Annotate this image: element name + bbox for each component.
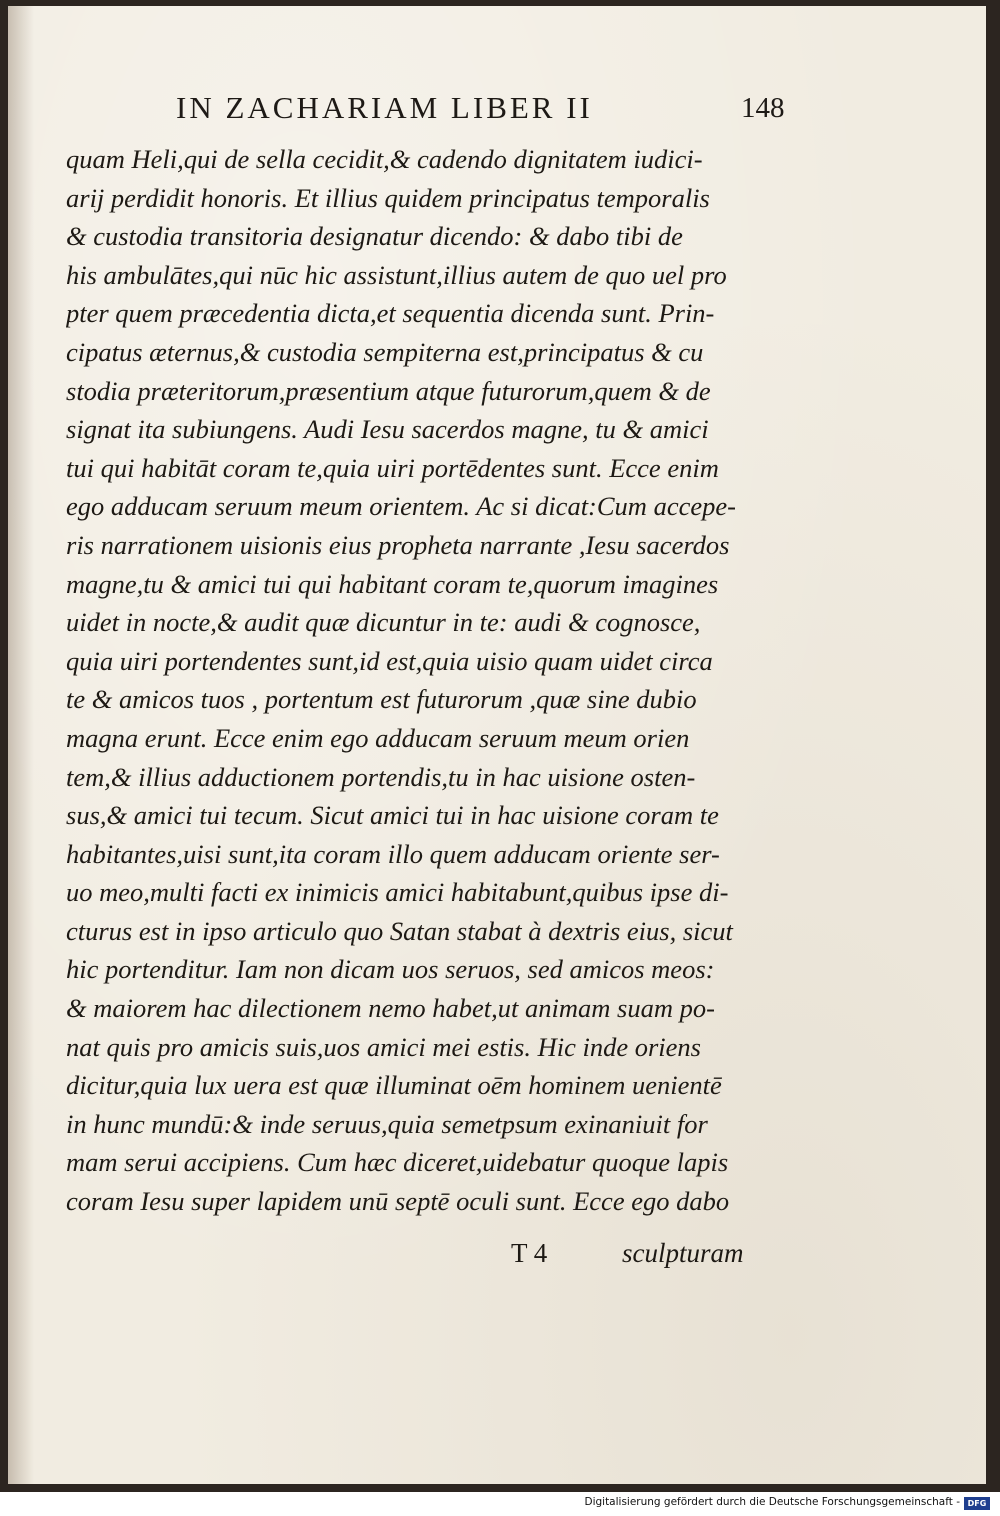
text-line: tui qui habitāt coram te,quia uiri portēdentes sunt. Ecce enim [66, 452, 719, 483]
credit-bar [0, 1492, 1000, 1516]
text-line: pter quem præcedentia dicta,et sequentia dicenda sunt. Prin- [66, 298, 715, 329]
text-line: his ambulātes,qui nūc hic assistunt,illius autem de quo uel pro [66, 259, 727, 290]
text-line: sus,& amici tui tecum. Sicut amici tui in hac uisione coram te [66, 800, 719, 831]
text-line: habitantes,uisi sunt,ita coram illo quem adducam oriente ser- [66, 838, 720, 869]
text-line: stodia præteritorum,præsentium atque futurorum,quem & de [66, 375, 711, 406]
text-line: hic portenditur. Iam non dicam uos seruos, sed amicos meos: [66, 954, 715, 985]
catchword: sculpturam [622, 1238, 744, 1268]
text-line: mam serui accipiens. Cum hæc diceret,uidebatur quoque lapis [66, 1147, 729, 1178]
page-foot [8, 1238, 986, 1278]
credit-text: Digitalisierung gefördert durch die Deutsche Forschungsgemeinschaft - [584, 1496, 960, 1508]
text-line: cturus est in ipso articulo quo Satan stabat à dextris eius, sicut [66, 915, 733, 946]
text-line: ris narrationem uisionis eius propheta narrante ,Iesu sacerdos [66, 529, 730, 560]
text-line: ego adducam seruum meum orientem. Ac si dicat:Cum accepe- [66, 491, 736, 522]
text-line: coram Iesu super lapidem unū septē oculi sunt. Ecce ego dabo [66, 1186, 730, 1217]
text-line: magna erunt. Ecce enim ego adducam seruum meum orien [66, 722, 690, 753]
text-line: te & amicos tuos , portentum est futurorum ,quæ sine dubio [66, 684, 697, 715]
dfg-logo: DFG [964, 1497, 990, 1510]
text-line: & maiorem hac dilectionem nemo habet,ut animam suam po- [66, 993, 715, 1024]
text-line: quam Heli,qui de sella cecidit,& cadendo dignitatem iudici- [66, 144, 703, 174]
body-text [66, 140, 786, 1221]
book-page [8, 6, 986, 1484]
text-line: & custodia transitoria designatur dicendo: & dabo tibi de [66, 221, 683, 252]
text-line: dicitur,quia lux uera est quæ illuminat oēm hominem uenientē [66, 1070, 722, 1101]
text-line: quia uiri portendentes sunt,id est,quia uisio quam uidet circa [66, 645, 713, 676]
text-line: signat ita subiungens. Audi Iesu sacerdos magne, tu & amici [66, 414, 709, 445]
text-line: tem,& illius adductionem portendis,tu in hac uisione osten- [66, 761, 696, 792]
text-line: cipatus æternus,& custodia sempiterna est,principatus & cu [66, 336, 704, 367]
text-line: uidet in nocte,& audit quæ dicuntur in te: audi & cognosce, [66, 607, 701, 638]
text-line: nat quis pro amicis suis,uos amici mei estis. Hic inde oriens [66, 1031, 701, 1062]
signature-mark: T 4 [511, 1238, 548, 1268]
text-line: magne,tu & amici tui qui habitant coram te,quorum imagines [66, 568, 719, 599]
text-line: uo meo,multi facti ex inimicis amici habitabunt,quibus ipse di- [66, 877, 729, 908]
text-line: in hunc mundū:& inde seruus,quia semetpsum exinaniuit for [66, 1108, 708, 1139]
page-number: 148 [741, 92, 785, 124]
text-line: arij perdidit honoris. Et illius quidem principatus temporalis [66, 182, 710, 213]
running-head: IN ZACHARIAM LIBER II [176, 90, 593, 125]
